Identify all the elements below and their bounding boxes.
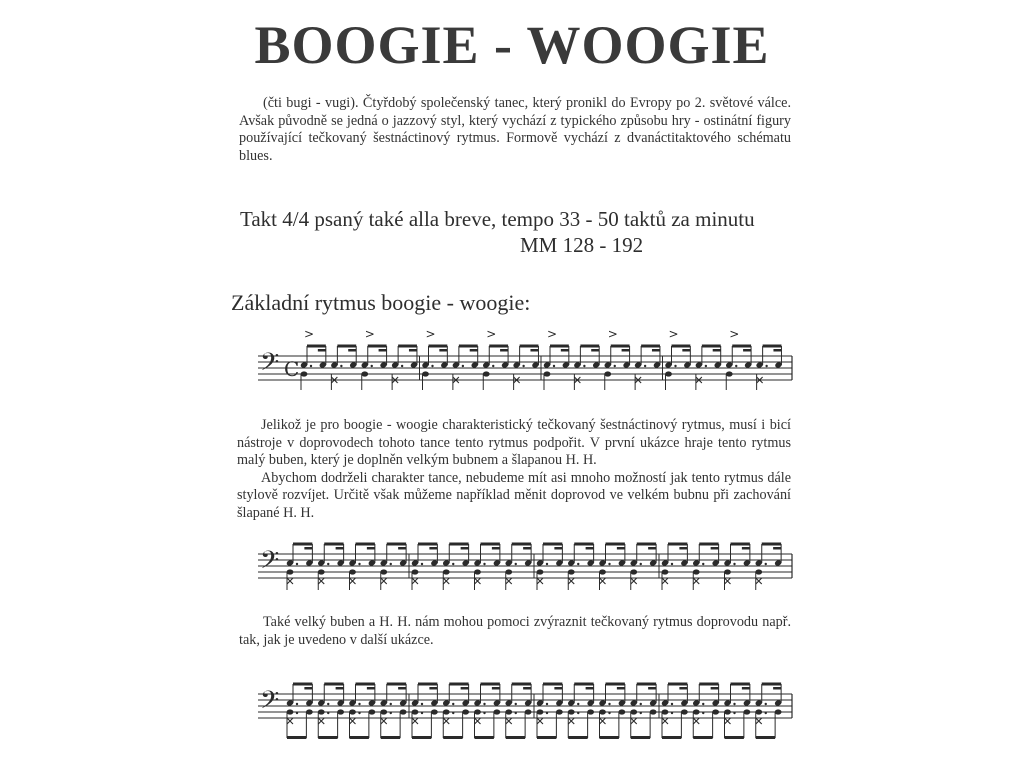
augmentation-dot bbox=[733, 712, 735, 714]
paragraph-2a: Jelikož je pro boogie - woogie charakteristický tečkovaný šestnáctinový rytmus, musí i bicí nástroje v doprovodech tohoto tance tento rytmus podpořit. V první ukázce hraje tento rytmus malý buben, který je doplněn velkým bubnem a šlapanou H. H. bbox=[237, 417, 791, 468]
sixteenth-beam bbox=[367, 687, 375, 690]
bass-drum-note bbox=[544, 371, 551, 376]
hihat-pedal-note bbox=[318, 578, 324, 584]
sixteenth-beam bbox=[523, 547, 531, 550]
augmentation-dot bbox=[671, 563, 673, 565]
beam bbox=[672, 345, 691, 348]
augmentation-dot bbox=[702, 563, 704, 565]
augmentation-dot bbox=[640, 563, 642, 565]
augmentation-dot bbox=[421, 563, 423, 565]
bass-drum-note bbox=[287, 709, 294, 714]
bass-drum-note bbox=[493, 709, 500, 714]
bass-drum-note bbox=[318, 569, 325, 574]
sixteenth-beam bbox=[591, 349, 599, 352]
bass-drum-note bbox=[306, 709, 313, 714]
beam bbox=[699, 543, 718, 546]
beam bbox=[418, 683, 437, 686]
augmentation-dot bbox=[483, 712, 485, 714]
hihat-pedal-note bbox=[693, 578, 699, 584]
augmentation-dot bbox=[390, 703, 392, 705]
hihat-pedal-note bbox=[725, 718, 731, 724]
sixteenth-beam bbox=[398, 547, 406, 550]
bass-drum-note bbox=[681, 709, 688, 714]
sixteenth-beam bbox=[773, 687, 781, 690]
bass-drum-note bbox=[301, 371, 308, 376]
hihat-pedal-note bbox=[350, 718, 356, 724]
augmentation-dot bbox=[327, 703, 329, 705]
hihat-pedal-note bbox=[412, 578, 418, 584]
hihat-pedal-note bbox=[537, 718, 543, 724]
sixteenth-beam bbox=[409, 349, 417, 352]
beam bbox=[731, 683, 750, 686]
beam bbox=[489, 345, 508, 348]
beam bbox=[356, 683, 375, 686]
augmentation-dot bbox=[492, 365, 494, 367]
sixteenth-beam bbox=[379, 349, 387, 352]
bass-drum-note bbox=[726, 371, 733, 376]
beam bbox=[611, 345, 630, 348]
hihat-pedal-note bbox=[506, 718, 512, 724]
paragraph-snare-example bbox=[237, 417, 791, 522]
augmentation-dot bbox=[671, 703, 673, 705]
sixteenth-beam bbox=[711, 687, 719, 690]
augmentation-dot bbox=[546, 563, 548, 565]
bass-drum-note bbox=[724, 569, 731, 574]
beam bbox=[481, 683, 500, 686]
beam bbox=[387, 683, 406, 686]
sixteenth-beam bbox=[348, 349, 356, 352]
bass-drum-note bbox=[443, 709, 450, 714]
intro-paragraph bbox=[239, 95, 791, 165]
augmentation-dot bbox=[674, 365, 676, 367]
tempo-line-2: MM 128 - 192 bbox=[520, 233, 644, 257]
beam bbox=[337, 345, 356, 348]
sixteenth-beam bbox=[773, 349, 781, 352]
sixteenth-beam bbox=[586, 547, 594, 550]
beam bbox=[475, 736, 494, 739]
bass-drum-note bbox=[474, 569, 481, 574]
augmentation-dot bbox=[452, 712, 454, 714]
augmentation-dot bbox=[515, 712, 517, 714]
sixteenth-beam bbox=[617, 687, 625, 690]
augmentation-dot bbox=[614, 365, 616, 367]
hihat-pedal-note bbox=[568, 718, 574, 724]
augmentation-dot bbox=[390, 712, 392, 714]
augmentation-dot bbox=[515, 563, 517, 565]
augmentation-dot bbox=[483, 563, 485, 565]
augmentation-dot bbox=[765, 703, 767, 705]
notation-example-snare bbox=[0, 530, 1024, 595]
hihat-pedal-note bbox=[537, 578, 543, 584]
sixteenth-beam bbox=[429, 547, 437, 550]
bass-drum-note bbox=[568, 709, 575, 714]
augmentation-dot bbox=[421, 712, 423, 714]
beam bbox=[641, 345, 660, 348]
beam bbox=[631, 736, 650, 739]
sixteenth-beam bbox=[530, 349, 538, 352]
sixteenth-beam bbox=[429, 687, 437, 690]
beam bbox=[637, 543, 656, 546]
sixteenth-beam bbox=[622, 349, 630, 352]
beam bbox=[699, 683, 718, 686]
hihat-pedal-note bbox=[725, 578, 731, 584]
sixteenth-beam bbox=[679, 687, 687, 690]
augmentation-dot bbox=[515, 703, 517, 705]
bass-drum-note bbox=[587, 709, 594, 714]
augmentation-dot bbox=[644, 365, 646, 367]
augmentation-dot bbox=[608, 712, 610, 714]
beam bbox=[506, 736, 525, 739]
augmentation-dot bbox=[452, 703, 454, 705]
bass-drum-note bbox=[599, 709, 606, 714]
beam bbox=[520, 345, 539, 348]
bass-drum-note bbox=[462, 709, 469, 714]
accent-mark: > bbox=[729, 327, 740, 341]
beam bbox=[668, 543, 687, 546]
beam bbox=[368, 345, 387, 348]
hihat-pedal-note bbox=[756, 578, 762, 584]
bass-clef-icon: 𝄢 bbox=[260, 686, 280, 722]
beam bbox=[387, 543, 406, 546]
bass-drum-note bbox=[662, 709, 669, 714]
hihat-pedal-note bbox=[631, 578, 637, 584]
hihat-pedal-note bbox=[475, 578, 481, 584]
sixteenth-beam bbox=[617, 547, 625, 550]
augmentation-dot bbox=[671, 712, 673, 714]
bass-drum-note bbox=[662, 569, 669, 574]
augmentation-dot bbox=[640, 712, 642, 714]
augmentation-dot bbox=[296, 563, 298, 565]
bass-drum-note bbox=[318, 709, 325, 714]
beam bbox=[756, 736, 775, 739]
bass-drum-note bbox=[604, 371, 611, 376]
beam bbox=[449, 683, 468, 686]
bass-drum-note bbox=[349, 709, 356, 714]
bass-drum-note bbox=[630, 569, 637, 574]
bass-drum-note bbox=[443, 569, 450, 574]
beam bbox=[606, 543, 625, 546]
bass-drum-note bbox=[337, 709, 344, 714]
sixteenth-beam bbox=[470, 349, 478, 352]
bass-drum-note bbox=[380, 709, 387, 714]
bass-drum-note bbox=[380, 569, 387, 574]
hihat-pedal-note bbox=[756, 718, 762, 724]
bass-drum-note bbox=[650, 709, 657, 714]
beam bbox=[429, 345, 448, 348]
hihat-pedal-note bbox=[693, 718, 699, 724]
hihat-pedal-note bbox=[381, 718, 387, 724]
bass-drum-note bbox=[568, 569, 575, 574]
augmentation-dot bbox=[546, 712, 548, 714]
augmentation-dot bbox=[327, 712, 329, 714]
augmentation-dot bbox=[483, 703, 485, 705]
sixteenth-beam bbox=[523, 687, 531, 690]
notation-example-basic bbox=[0, 320, 1024, 400]
augmentation-dot bbox=[765, 563, 767, 565]
bass-clef-icon: 𝄢 bbox=[260, 546, 280, 582]
bass-drum-note bbox=[724, 709, 731, 714]
hihat-pedal-note bbox=[662, 578, 668, 584]
augmentation-dot bbox=[421, 703, 423, 705]
beam bbox=[324, 543, 343, 546]
bass-drum-note bbox=[412, 709, 419, 714]
sixteenth-beam bbox=[461, 547, 469, 550]
augmentation-dot bbox=[608, 563, 610, 565]
hihat-pedal-note bbox=[443, 578, 449, 584]
sixteenth-beam bbox=[742, 547, 750, 550]
accent-mark: > bbox=[304, 327, 315, 341]
augmentation-dot bbox=[371, 365, 373, 367]
beam bbox=[568, 736, 587, 739]
sixteenth-beam bbox=[554, 687, 562, 690]
sixteenth-beam bbox=[304, 547, 312, 550]
sixteenth-beam bbox=[500, 349, 508, 352]
augmentation-dot bbox=[765, 712, 767, 714]
hihat-pedal-note bbox=[350, 578, 356, 584]
beam bbox=[662, 736, 681, 739]
hihat-pedal-note bbox=[662, 718, 668, 724]
beam bbox=[637, 683, 656, 686]
sixteenth-beam bbox=[742, 687, 750, 690]
beam bbox=[550, 345, 569, 348]
beam bbox=[693, 736, 712, 739]
beam bbox=[350, 736, 369, 739]
beam bbox=[725, 736, 744, 739]
bass-drum-note bbox=[693, 569, 700, 574]
sixteenth-beam bbox=[461, 687, 469, 690]
beam bbox=[293, 543, 312, 546]
sixteenth-beam bbox=[652, 349, 660, 352]
beam bbox=[287, 736, 306, 739]
beam bbox=[537, 736, 556, 739]
beam bbox=[574, 543, 593, 546]
intro-text: (čti bugi - vugi). Čtyřdobý společenský tanec, který pronikl do Evropy po 2. světové válce. Avšak původně se jedná o jazzový styl, který vychází z typického způsobu hry - ostinátní figury používající tečkovaný šestnáctinový rytmus. Formově vychází z dvanáctitaktového schématu blues. bbox=[239, 95, 791, 164]
hihat-pedal-note bbox=[506, 578, 512, 584]
sixteenth-beam bbox=[492, 687, 500, 690]
augmentation-dot bbox=[327, 563, 329, 565]
beam bbox=[356, 543, 375, 546]
hihat-pedal-note bbox=[475, 718, 481, 724]
beam bbox=[398, 345, 417, 348]
augmentation-dot bbox=[296, 703, 298, 705]
beam bbox=[412, 736, 431, 739]
sixteenth-beam bbox=[679, 547, 687, 550]
augmentation-dot bbox=[390, 563, 392, 565]
sixteenth-beam bbox=[586, 687, 594, 690]
augmentation-dot bbox=[733, 563, 735, 565]
hihat-pedal-note bbox=[412, 718, 418, 724]
beam bbox=[449, 543, 468, 546]
paragraph-2b: Abychom dodrželi charakter tance, nebudeme mít asi mnoho možností jak tento rytmus dále stylově rozvíjet. Určitě však můžeme například měnit doprovod ve velkém bubnu při zachování šlapané H. H. bbox=[237, 469, 791, 521]
sixteenth-beam bbox=[713, 349, 721, 352]
bass-drum-note bbox=[483, 371, 490, 376]
beam bbox=[307, 345, 326, 348]
augmentation-dot bbox=[733, 703, 735, 705]
beam bbox=[668, 683, 687, 686]
bass-drum-note bbox=[505, 569, 512, 574]
bass-drum-note bbox=[665, 371, 672, 376]
sixteenth-beam bbox=[336, 547, 344, 550]
sixteenth-beam bbox=[398, 687, 406, 690]
sixteenth-beam bbox=[439, 349, 447, 352]
hihat-pedal-note bbox=[381, 578, 387, 584]
augmentation-dot bbox=[735, 365, 737, 367]
bass-drum-note bbox=[431, 709, 438, 714]
augmentation-dot bbox=[340, 365, 342, 367]
bass-drum-note bbox=[537, 569, 544, 574]
bass-drum-note bbox=[505, 709, 512, 714]
bass-drum-note bbox=[400, 709, 407, 714]
beam bbox=[512, 683, 531, 686]
augmentation-dot bbox=[462, 365, 464, 367]
bass-drum-note bbox=[630, 709, 637, 714]
sixteenth-beam bbox=[773, 547, 781, 550]
augmentation-dot bbox=[358, 703, 360, 705]
beam bbox=[574, 683, 593, 686]
beam bbox=[606, 683, 625, 686]
accent-mark: > bbox=[547, 327, 558, 341]
bass-drum-note bbox=[287, 569, 294, 574]
sixteenth-beam bbox=[561, 349, 569, 352]
beam bbox=[324, 683, 343, 686]
paragraph-3: Také velký buben a H. H. nám mohou pomoci zvýraznit tečkovaný rytmus doprovodu např. tak, jak je uvedeno v další ukázce. bbox=[239, 614, 791, 648]
augmentation-dot bbox=[401, 365, 403, 367]
augmentation-dot bbox=[705, 365, 707, 367]
augmentation-dot bbox=[577, 712, 579, 714]
augmentation-dot bbox=[702, 712, 704, 714]
hihat-pedal-note bbox=[631, 718, 637, 724]
hihat-pedal-note bbox=[568, 578, 574, 584]
augmentation-dot bbox=[583, 365, 585, 367]
bass-drum-note bbox=[693, 709, 700, 714]
augmentation-dot bbox=[358, 712, 360, 714]
sixteenth-beam bbox=[318, 349, 326, 352]
beam bbox=[762, 543, 781, 546]
common-time-signature: C bbox=[284, 357, 300, 381]
beam bbox=[293, 683, 312, 686]
bass-drum-note bbox=[361, 371, 368, 376]
bass-drum-note bbox=[712, 709, 719, 714]
augmentation-dot bbox=[522, 365, 524, 367]
hihat-pedal-note bbox=[318, 718, 324, 724]
augmentation-dot bbox=[431, 365, 433, 367]
hihat-pedal-note bbox=[443, 718, 449, 724]
accent-mark: > bbox=[607, 327, 618, 341]
bass-drum-note bbox=[412, 569, 419, 574]
notation-example-bass-hihat bbox=[0, 670, 1024, 750]
beam bbox=[763, 345, 782, 348]
bass-drum-note bbox=[537, 709, 544, 714]
beam bbox=[543, 683, 562, 686]
beam bbox=[443, 736, 462, 739]
beam bbox=[459, 345, 478, 348]
page-title: BOOGIE - WOOGIE bbox=[254, 15, 770, 75]
augmentation-dot bbox=[296, 712, 298, 714]
bass-drum-note bbox=[755, 709, 762, 714]
beam bbox=[731, 543, 750, 546]
beam bbox=[318, 736, 337, 739]
beam bbox=[543, 543, 562, 546]
beam bbox=[481, 543, 500, 546]
augmentation-dot bbox=[546, 703, 548, 705]
paragraph-bass-hihat-example bbox=[239, 614, 791, 649]
beam bbox=[512, 543, 531, 546]
hihat-pedal-note bbox=[600, 718, 606, 724]
beam bbox=[600, 736, 619, 739]
bass-drum-note bbox=[349, 569, 356, 574]
augmentation-dot bbox=[577, 703, 579, 705]
beam bbox=[381, 736, 400, 739]
beam bbox=[762, 683, 781, 686]
basic-rhythm-heading: Základní rytmus boogie - woogie: bbox=[231, 290, 531, 315]
bass-drum-note bbox=[775, 709, 782, 714]
bass-drum-note bbox=[618, 709, 625, 714]
accent-mark: > bbox=[486, 327, 497, 341]
bass-drum-note bbox=[474, 709, 481, 714]
sixteenth-beam bbox=[554, 547, 562, 550]
accent-mark: > bbox=[425, 327, 436, 341]
sixteenth-beam bbox=[648, 547, 656, 550]
sixteenth-beam bbox=[711, 547, 719, 550]
augmentation-dot bbox=[608, 703, 610, 705]
augmentation-dot bbox=[577, 563, 579, 565]
hihat-pedal-note bbox=[600, 578, 606, 584]
bass-drum-note bbox=[743, 709, 750, 714]
augmentation-dot bbox=[452, 563, 454, 565]
bass-drum-note bbox=[599, 569, 606, 574]
sixteenth-beam bbox=[648, 687, 656, 690]
sixteenth-beam bbox=[743, 349, 751, 352]
augmentation-dot bbox=[310, 365, 312, 367]
augmentation-dot bbox=[358, 563, 360, 565]
beam bbox=[702, 345, 721, 348]
hihat-pedal-note bbox=[287, 718, 293, 724]
bass-drum-note bbox=[368, 709, 375, 714]
accent-mark: > bbox=[364, 327, 375, 341]
augmentation-dot bbox=[640, 703, 642, 705]
sixteenth-beam bbox=[367, 547, 375, 550]
sixteenth-beam bbox=[682, 349, 690, 352]
bass-drum-note bbox=[422, 371, 429, 376]
beam bbox=[418, 543, 437, 546]
hihat-pedal-note bbox=[287, 578, 293, 584]
augmentation-dot bbox=[553, 365, 555, 367]
bass-clef-icon: 𝄢 bbox=[260, 348, 280, 384]
bass-drum-note bbox=[525, 709, 532, 714]
sixteenth-beam bbox=[336, 687, 344, 690]
accent-mark: > bbox=[668, 327, 679, 341]
bass-drum-note bbox=[556, 709, 563, 714]
sixteenth-beam bbox=[492, 547, 500, 550]
sixteenth-beam bbox=[304, 687, 312, 690]
tempo-line-1: Takt 4/4 psaný také alla breve, tempo 33 - 50 taktů za minutu bbox=[240, 207, 755, 231]
beam bbox=[732, 345, 751, 348]
beam bbox=[580, 345, 599, 348]
augmentation-dot bbox=[702, 703, 704, 705]
augmentation-dot bbox=[765, 365, 767, 367]
bass-drum-note bbox=[755, 569, 762, 574]
